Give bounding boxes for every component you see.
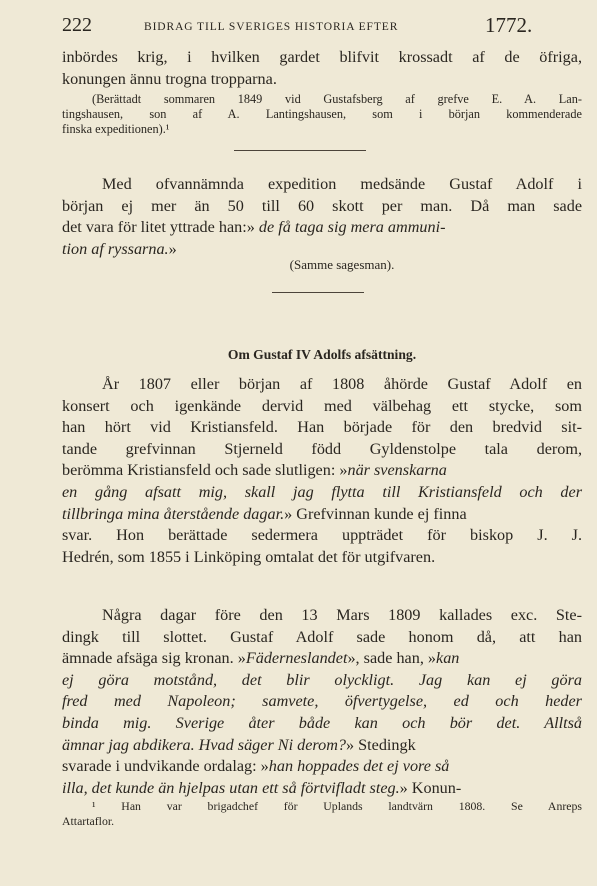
text-line: ej göra motstånd, det blir olyckligt. Jag kan ej göra [62, 670, 582, 689]
intro-paragraph [62, 47, 582, 90]
text-line: Hedrén, som 1855 i Linköping omtalat det för utgifvaren. [62, 547, 436, 566]
text-line: (Berättadt sommaren 1849 vid Gustafsberg af grefve E. A. Lan- [92, 92, 582, 106]
text-line: berömma Kristiansfeld och sade slutligen: »när svenskarna [62, 461, 447, 480]
text-line: ämnar jag abdikera. Hvad säger Ni derom?» Stedingk [62, 735, 416, 754]
text-line: han hört vid Kristiansfeld. Han började för den bredvid sit- [62, 418, 582, 437]
text-line: svarade i undvikande ordalag: »han hoppades det ej vore så [62, 757, 450, 776]
text-line: Med ofvannämnda expedition medsände Gustaf Adolf i [102, 175, 582, 193]
text-line: tande grefvinnan Stjerneld född Gyldenstolpe tala derom, [62, 439, 582, 458]
text-line: konungen ännu trogna tropparna. [62, 69, 277, 88]
text-line: början ej mer än 50 till 60 skott per man. Då man sade [62, 196, 582, 215]
text-line: finska expeditionen).¹ [62, 122, 170, 137]
footnote-line: Attartaflor. [62, 813, 115, 828]
section-divider [272, 292, 364, 293]
page-header [62, 14, 582, 40]
text-line: det vara för litet yttrade han:» de få taga sig mera ammuni- [62, 218, 446, 237]
source-attribution: (Samme sagesman). [289, 257, 395, 272]
text-line: tion af ryssarna.» [62, 239, 177, 258]
text-line: År 1807 eller början af 1808 åhörde Gustaf Adolf en [102, 375, 582, 393]
text-line: Några dagar före den 13 Mars 1809 kallades exc. Ste- [102, 606, 582, 624]
footnote [62, 799, 582, 828]
text-line: dingk till slottet. Gustaf Adolf sade honom då, att han [62, 627, 582, 646]
text-line: tingshausen, son af A. Lantingshausen, som i början kommenderade [62, 107, 582, 122]
text-line: konsert och igenkände dervid med välbehag ett stycke, som [62, 396, 582, 415]
text-line: svar. Hon berättade sedermera uppträdet för biskop J. J. [62, 526, 582, 545]
march-paragraph [62, 605, 582, 799]
footnote-line: ¹ Han var brigadchef för Uplands landtvärn 1808. Se Anreps [92, 799, 582, 813]
expedition-paragraph [62, 174, 582, 260]
intro-note [62, 92, 582, 138]
text-line: illa, det kunde än hjelpas utan ett så förtvifladt steg.» Konun- [62, 778, 462, 797]
text-line: inbördes krig, i hvilken gardet blifvit krossadt af de öfriga, [62, 48, 582, 66]
section-divider [234, 150, 366, 151]
section-paragraph [62, 374, 582, 568]
running-title: BIDRAG TILL SVERIGES HISTORIA EFTER [144, 21, 399, 33]
text-line: ämnade afsäga sig kronan. »Fäderneslandet», sade han, »kan [62, 649, 460, 668]
header-year: 1772. [485, 13, 533, 37]
text-line: binda mig. Sverige åter både kan och bör det. Alltså [62, 713, 582, 732]
text-line: fred med Napoleon; samvete, öfvertygelse, ed och heder [62, 692, 582, 711]
page-number: 222 [62, 14, 92, 36]
text-line: tillbringa mina återstående dagar.» Grefvinnan kunde ej finna [62, 504, 467, 523]
section-heading: Om Gustaf IV Adolfs afsättning. [227, 347, 417, 362]
text-line: en gång afsatt mig, skall jag flytta till Kristiansfeld och der [62, 482, 582, 501]
